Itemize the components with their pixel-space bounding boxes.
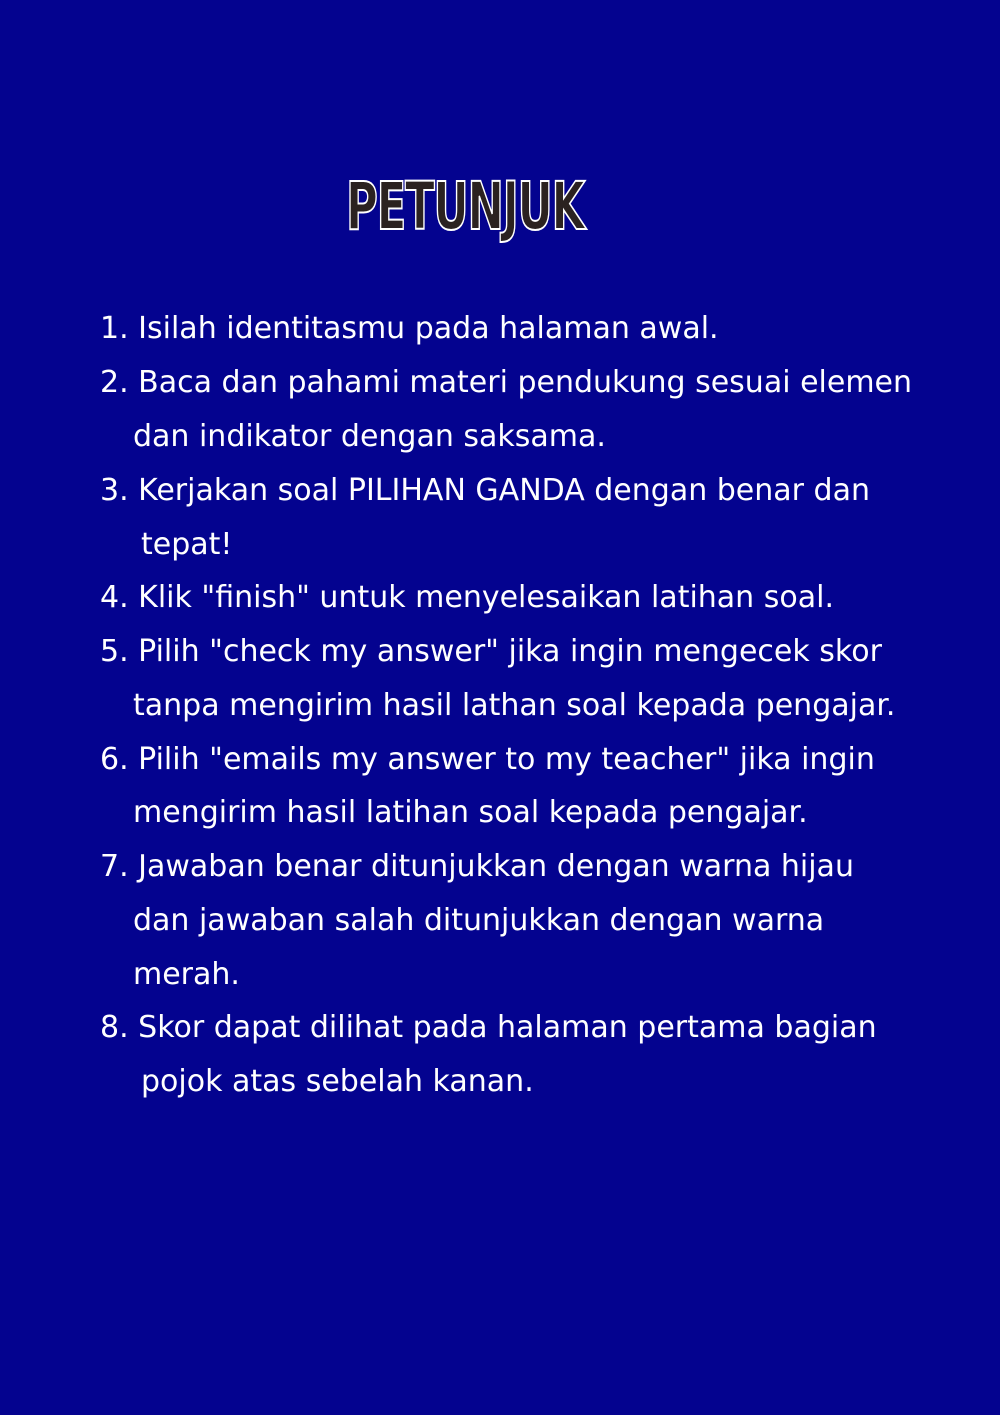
instruction-5-line-2: tanpa mengirim hasil lathan soal kepada pengajar. xyxy=(133,688,896,723)
instruction-7-line-1: 7. Jawaban benar ditunjukkan dengan warna hijau xyxy=(100,849,854,884)
instruction-3-line-2: tepat! xyxy=(141,527,233,562)
instruction-8-line-2: pojok atas sebelah kanan. xyxy=(141,1064,534,1099)
instruction-5-line-1: 5. Pilih "check my answer" jika ingin mengecek skor xyxy=(100,634,882,669)
instruction-7-line-2: dan jawaban salah ditunjukkan dengan warna xyxy=(133,903,825,938)
page-title: PETUNJUK xyxy=(346,168,585,245)
instruction-3-line-1: 3. Kerjakan soal PILIHAN GANDA dengan benar dan xyxy=(100,473,870,508)
instruction-2-line-1: 2. Baca dan pahami materi pendukung sesuai elemen xyxy=(100,365,913,400)
instruction-7-line-3: merah. xyxy=(133,957,240,992)
instruction-8-line-1: 8. Skor dapat dilihat pada halaman pertama bagian xyxy=(100,1010,877,1045)
instruction-4-line-1: 4. Klik "finish" untuk menyelesaikan latihan soal. xyxy=(100,580,834,615)
instruction-2-line-2: dan indikator dengan saksama. xyxy=(133,419,606,454)
instruction-6-line-1: 6. Pilih "emails my answer to my teacher" jika ingin xyxy=(100,742,875,777)
instruction-6-line-2: mengirim hasil latihan soal kepada pengajar. xyxy=(133,795,808,830)
instruction-1-line-1: 1. Isilah identitasmu pada halaman awal. xyxy=(100,311,719,346)
